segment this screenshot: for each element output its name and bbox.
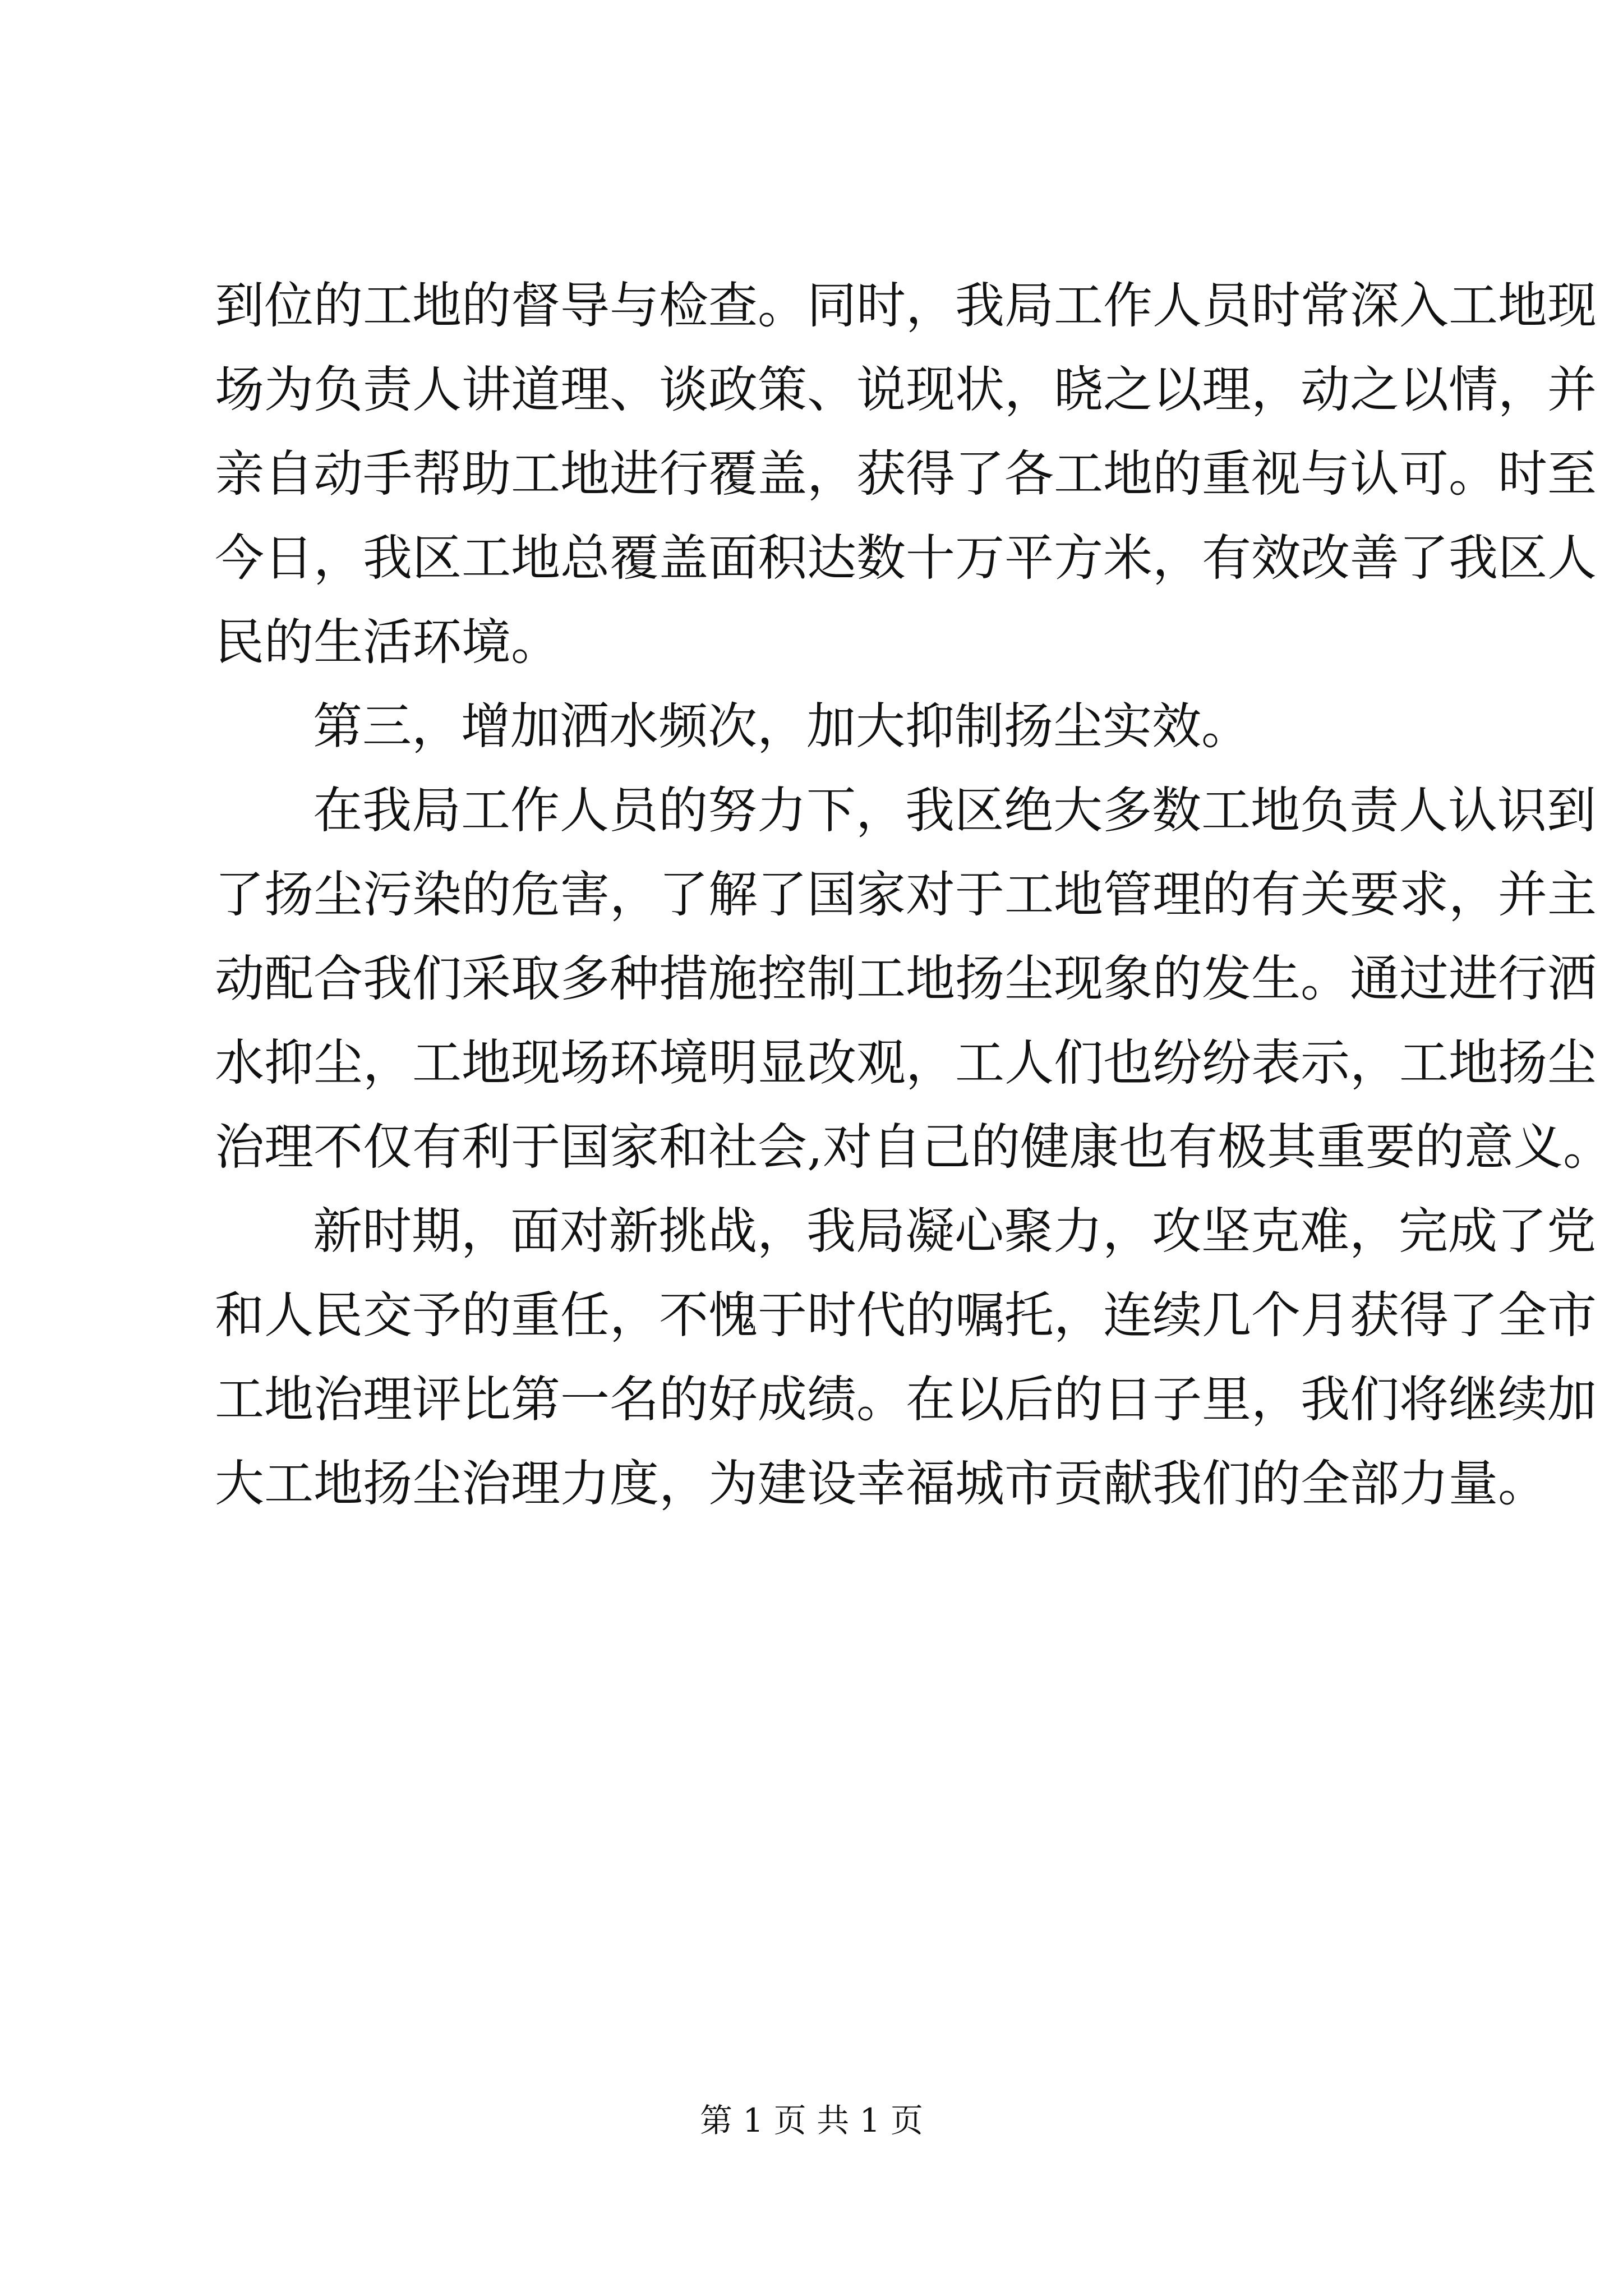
- text-line: 在我局工作人员的努力下，我区绝大多数工地负责人认识到: [313, 781, 1597, 839]
- text-line: 民的生活环境。: [215, 613, 561, 671]
- text-line: 场为负责人讲道理、谈政策、说现状，晓之以理，动之以情，并: [215, 361, 1597, 418]
- page-footer: 第 1 页 共 1 页: [700, 2101, 923, 2139]
- section-heading: 第三，增加洒水频次，加大抑制扬尘实效。: [313, 697, 1251, 755]
- text-line: 动配合我们采取多种措施控制工地扬尘现象的发生。通过进行洒: [215, 950, 1597, 1007]
- text-line: 水抑尘，工地现场环境明显改观，工人们也纷纷表示，工地扬尘: [215, 1034, 1597, 1092]
- text-line: 工地治理评比第一名的好成绩。在以后的日子里，我们将继续加: [215, 1370, 1597, 1428]
- text-line: 新时期，面对新挑战，我局凝心聚力，攻坚克难，完成了党: [313, 1202, 1597, 1260]
- text-line: 大工地扬尘治理力度，为建设幸福城市贡献我们的全部力量。: [215, 1455, 1548, 1512]
- text-line: 和人民交予的重任，不愧于时代的嘱托，连续几个月获得了全市: [215, 1286, 1597, 1344]
- text-line: 亲自动手帮助工地进行覆盖，获得了各工地的重视与认可。时至: [215, 445, 1597, 503]
- text-line: 治理不仅有利于国家和社会,对自己的健康也有极其重要的意义。: [215, 1118, 1612, 1176]
- text-line: 到位的工地的督导与检查。同时，我局工作人员时常深入工地现: [215, 277, 1597, 334]
- text-line: 今日，我区工地总覆盖面积达数十万平方米，有效改善了我区人: [215, 529, 1597, 587]
- text-line: 了扬尘污染的危害，了解了国家对于工地管理的有关要求，并主: [215, 866, 1597, 923]
